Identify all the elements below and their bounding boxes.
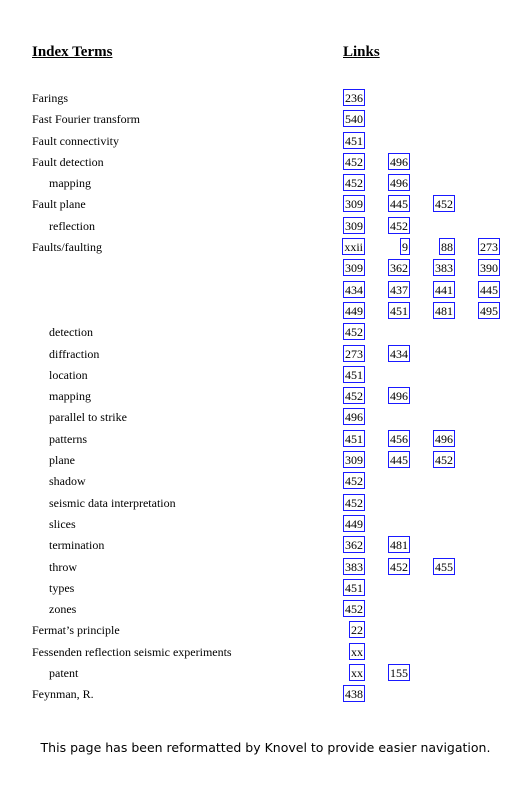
page-link[interactable]: 383 [435, 261, 453, 276]
index-entry [0, 152, 531, 173]
index-term: Fast Fourier transform [32, 112, 140, 127]
page-link[interactable]: 22 [351, 623, 363, 638]
page-link[interactable]: 445 [390, 197, 408, 212]
index-entry [0, 109, 531, 130]
page-link[interactable]: 451 [345, 431, 363, 446]
index-subterm: types [49, 580, 75, 595]
index-subterm: reflection [49, 218, 95, 233]
index-entry [0, 131, 531, 152]
page-link[interactable]: xx [351, 644, 363, 659]
index-entry [0, 684, 531, 705]
page-link[interactable]: 383 [345, 559, 363, 574]
page-link[interactable]: 496 [390, 176, 408, 191]
index-term: Fessenden reflection seismic experiments [32, 644, 232, 659]
page-link[interactable]: 452 [345, 176, 363, 191]
page-link[interactable]: 496 [390, 154, 408, 169]
page-link[interactable]: 434 [345, 282, 363, 297]
page-link[interactable]: 437 [390, 282, 408, 297]
index-subterm: parallel to strike [49, 410, 127, 425]
page-link[interactable]: 452 [345, 389, 363, 404]
index-entry [0, 407, 531, 428]
page-link[interactable]: 496 [435, 431, 453, 446]
index-subterm: termination [49, 538, 105, 553]
page-link[interactable]: 309 [345, 261, 363, 276]
index-terms-heading: Index Terms [32, 44, 113, 60]
index-entry [0, 663, 531, 684]
page-link[interactable]: 481 [435, 303, 453, 318]
page-link[interactable]: 452 [345, 474, 363, 489]
page-link[interactable]: 155 [390, 666, 408, 681]
index-term: Farings [32, 91, 68, 105]
index-subterm: shadow [49, 474, 86, 489]
page-link[interactable]: 452 [390, 559, 408, 574]
page-link[interactable]: 481 [390, 538, 408, 553]
index-entry [0, 557, 531, 578]
index-entry [0, 578, 531, 599]
index-entry [0, 599, 531, 620]
index-list [0, 88, 531, 706]
index-subterm: mapping [49, 389, 91, 404]
index-subterm: mapping [49, 176, 91, 191]
index-subterm: seismic data interpretation [49, 495, 176, 510]
index-subterm: zones [49, 602, 77, 617]
index-entry [0, 237, 531, 258]
index-entry [0, 344, 531, 365]
page-link[interactable]: 438 [345, 687, 363, 702]
page-link[interactable]: 495 [480, 303, 498, 318]
page-link[interactable]: 362 [345, 538, 363, 553]
page-link[interactable]: 452 [345, 154, 363, 169]
index-entry [0, 429, 531, 450]
index-entry [0, 173, 531, 194]
index-entry [0, 322, 531, 343]
index-subterm: patent [49, 666, 79, 681]
page-link[interactable]: 452 [345, 325, 363, 340]
index-subterm: diffraction [49, 346, 100, 361]
page-link[interactable]: 451 [345, 367, 363, 382]
page-link[interactable]: 273 [480, 240, 498, 255]
page-link[interactable]: 449 [345, 516, 363, 531]
index-term: Fault plane [32, 197, 86, 212]
index-entry [0, 471, 531, 492]
page-link[interactable]: 452 [435, 197, 453, 212]
knovel-footer-note: This page has been reformatted by Knovel to provide easier navigation. [40, 740, 491, 755]
index-entry [0, 258, 531, 279]
index-entry [0, 450, 531, 471]
page-link[interactable]: 236 [345, 91, 363, 105]
index-entry [0, 514, 531, 535]
page-link[interactable]: 362 [390, 261, 408, 276]
index-entry [0, 88, 531, 109]
index-subterm: plane [49, 453, 75, 468]
page-link[interactable]: 451 [345, 133, 363, 148]
index-entry [0, 642, 531, 663]
page-link[interactable]: 9 [402, 240, 408, 255]
index-entry [0, 620, 531, 641]
index-entry [0, 535, 531, 556]
index-entry [0, 301, 531, 322]
page-link[interactable]: 273 [345, 346, 363, 361]
index-entry [0, 365, 531, 386]
page-link[interactable]: xxii [344, 240, 363, 255]
index-subterm: location [49, 367, 88, 382]
page-link[interactable]: 451 [390, 303, 408, 318]
links-heading: Links [343, 44, 380, 60]
page-link[interactable]: xx [351, 666, 363, 681]
page-link[interactable]: 452 [435, 453, 453, 468]
page-link[interactable]: 496 [345, 410, 363, 425]
index-entry [0, 493, 531, 514]
page-link[interactable]: 451 [345, 580, 363, 595]
page-link[interactable]: 445 [390, 453, 408, 468]
page-link[interactable]: 445 [480, 282, 498, 297]
page-link[interactable]: 496 [390, 389, 408, 404]
index-term: Fault detection [32, 154, 104, 169]
page-link[interactable]: 88 [441, 240, 453, 255]
page-link[interactable]: 452 [345, 602, 363, 617]
page-link[interactable]: 452 [390, 218, 408, 233]
page-link[interactable]: 455 [435, 559, 453, 574]
index-entry [0, 216, 531, 237]
page-link[interactable]: 456 [390, 431, 408, 446]
page-link[interactable]: 390 [480, 261, 498, 276]
index-term: Fault connectivity [32, 133, 119, 148]
index-entry [0, 386, 531, 407]
page-link[interactable]: 309 [345, 197, 363, 212]
page-link[interactable]: 441 [435, 282, 453, 297]
index-subterm: detection [49, 325, 93, 340]
page-link[interactable]: 540 [345, 112, 363, 127]
index-term: Fermat’s principle [32, 623, 120, 638]
index-subterm: patterns [49, 431, 87, 446]
index-subterm: throw [49, 559, 77, 574]
page-link[interactable]: 309 [345, 453, 363, 468]
page-link[interactable]: 434 [390, 346, 408, 361]
index-term: Feynman, R. [32, 687, 94, 702]
page-link[interactable]: 309 [345, 218, 363, 233]
index-entry [0, 194, 531, 215]
index-entry [0, 280, 531, 301]
page-link[interactable]: 449 [345, 303, 363, 318]
page-link[interactable]: 452 [345, 495, 363, 510]
index-term: Faults/faulting [32, 240, 102, 255]
index-subterm: slices [49, 516, 76, 531]
